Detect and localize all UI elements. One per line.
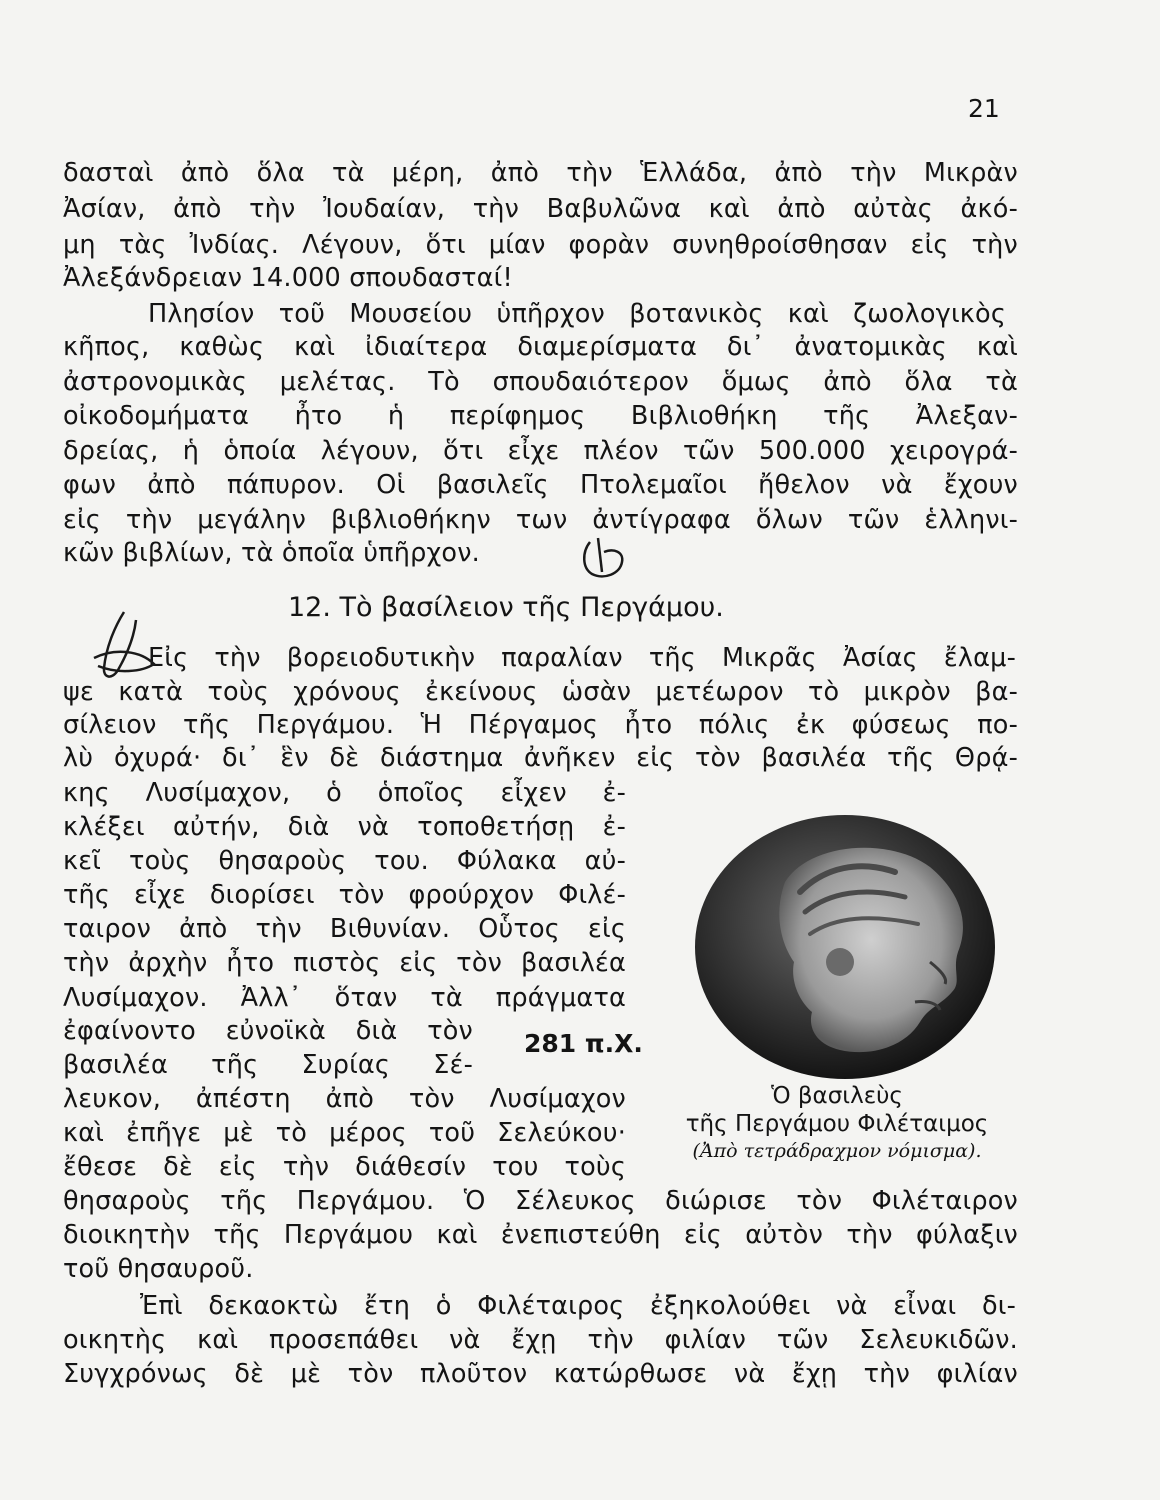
text-line: τῆς εἶχε διορίσει τὸν φρούρχον Φιλέ- — [63, 880, 626, 910]
text-line: Ἐπὶ δεκαοκτὼ ἔτη ὁ Φιλέταιρος ἐξηκολούθει νὰ εἶναι δι- — [140, 1291, 1016, 1321]
text-line: οικητὴς καὶ προσεπάθει νὰ ἔχῃ τὴν φιλίαν τῶν Σελευκιδῶν. — [63, 1325, 1018, 1355]
coin-caption-name: τῆς Περγάμου Φιλέταιμος — [685, 1111, 989, 1137]
handwritten-mark-icon — [576, 534, 630, 586]
text-line: κῆπος, καθὼς καὶ ἰδιαίτερα διαμερίσματα δι᾽ ἀνατομικὰς καὶ — [63, 332, 1018, 362]
page-number: 21 — [968, 94, 1000, 123]
text-line: ταιρον ἀπὸ τὴν Βιθυνίαν. Οὗτος εἰς — [63, 914, 626, 944]
text-line: Λυσίμαχον. Ἀλλ᾽ ὅταν τὰ πράγματα — [63, 983, 626, 1013]
text-line: Ἀσίαν, ἀπὸ τὴν Ἰουδαίαν, τὴν Βαβυλῶνα καὶ ἀπὸ αὐτὰς ἀκό- — [63, 194, 1018, 224]
text-line: Εἰς τὴν βορειοδυτικὴν παραλίαν τῆς Μικρᾶς Ἀσίας ἔλαμ- — [148, 643, 1016, 673]
text-line: βασιλέα τῆς Συρίας Σέ- — [63, 1050, 473, 1080]
text-line: εἰς τὴν μεγάλην βιβλιοθήκην των ἀντίγραφα ὅλων τῶν ἑλληνι- — [63, 505, 1018, 535]
text-line: ψε κατὰ τοὺς χρόνους ἐκείνους ὡσὰν μετέωρον τὸ μικρὸν βα- — [63, 677, 1018, 707]
text-line: δασταὶ ἀπὸ ὅλα τὰ μέρη, ἀπὸ τὴν Ἑλλάδα, ἀπὸ τὴν Μικρὰν — [63, 158, 1018, 188]
handwritten-signature-icon — [84, 608, 164, 690]
text-line: οἰκοδομήματα ἦτο ἡ περίφημος Βιβλιοθήκη τῆς Ἀλεξαν- — [63, 401, 1018, 431]
text-line: τοῦ θησαυροῦ. — [63, 1254, 254, 1284]
text-line: λὺ ὀχυρά· δι᾽ ἓν δὲ διάστημα ἀνῆκεν εἰς τὸν βασιλέα τῆς Θρᾴ- — [63, 743, 1018, 773]
section-heading: 12. Τὸ βασίλειον τῆς Περγάμου. — [288, 592, 724, 623]
coin-caption-title: Ὁ βασιλεὺς — [771, 1083, 903, 1109]
text-line: σίλειον τῆς Περγάμου. Ἡ Πέργαμος ἦτο πόλις ἐκ φύσεως πο- — [63, 710, 1018, 740]
text-line: τὴν ἀρχὴν ἦτο πιστὸς εἰς τὸν βασιλέα — [63, 948, 626, 978]
text-line: φων ἀπὸ πάπυρον. Οἱ βασιλεῖς Πτολεμαῖοι ἤθελον νὰ ἔχουν — [63, 470, 1018, 500]
coin-caption-source: (Ἀπὸ τετράδραχμον νόμισμα). — [692, 1140, 982, 1162]
coin-image — [690, 812, 1000, 1082]
text-line: διοικητὴν τῆς Περγάμου καὶ ἐνεπιστεύθη εἰς αὐτὸν τὴν φύλαξιν — [63, 1220, 1018, 1250]
text-line: καὶ ἐπῆγε μὲ τὸ μέρος τοῦ Σελεύκου· — [63, 1118, 626, 1148]
text-line: Πλησίον τοῦ Μουσείου ὑπῆρχον βοτανικὸς καὶ ζωολογικὸς — [148, 299, 1006, 329]
text-line: Συγχρόνως δὲ μὲ τὸν πλοῦτον κατώρθωσε νὰ ἔχῃ τὴν φιλίαν — [63, 1359, 1018, 1389]
text-line: Ἀλεξάνδρειαν 14.000 σπουδασταί! — [63, 263, 513, 293]
text-line: μη τὰς Ἰνδίας. Λέγουν, ὅτι μίαν φορὰν συνηθροίσθησαν εἰς τὴν — [63, 230, 1018, 260]
text-line: θησαροὺς τῆς Περγάμου. Ὁ Σέλευκος διώρισε τὸν Φιλέταιρον — [63, 1186, 1018, 1216]
text-line: δρείας, ἡ ὁποία λέγουν, ὅτι εἶχε πλέον τῶν 500.000 χειρογρά- — [63, 436, 1018, 466]
text-line: κεῖ τοὺς θησαροὺς του. Φύλακα αὐ- — [63, 846, 626, 876]
text-line: ἐφαίνοντο εὐνοϊκὰ διὰ τὸν — [63, 1016, 473, 1046]
text-line: κης Λυσίμαχον, ὁ ὁποῖος εἶχεν ἐ- — [63, 778, 626, 808]
text-line: ἀστρονομικὰς μελέτας. Τὸ σπουδαιότερον ὅμως ἀπὸ ὅλα τὰ — [63, 367, 1018, 397]
text-line: λευκον, ἀπέστη ἀπὸ τὸν Λυσίμαχον — [63, 1084, 626, 1114]
side-date: 281 π.Χ. — [524, 1029, 643, 1058]
text-line: ἔθεσε δὲ εἰς τὴν διάθεσίν του τοὺς — [63, 1152, 626, 1182]
text-line: κῶν βιβλίων, τὰ ὁποῖα ὑπῆρχον. — [63, 538, 480, 568]
text-line: κλέξει αὐτήν, διὰ νὰ τοποθετήσῃ ἐ- — [63, 812, 626, 842]
